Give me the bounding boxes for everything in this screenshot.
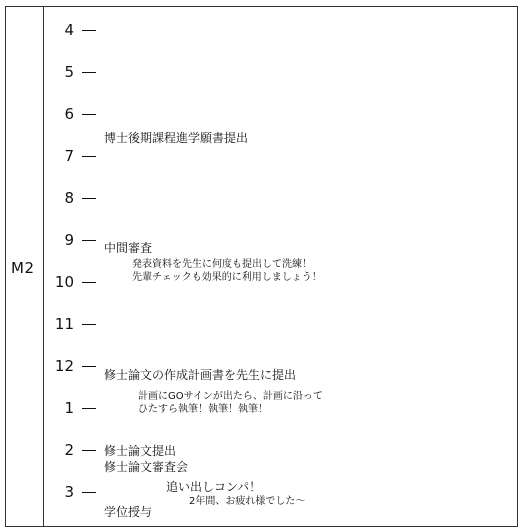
event-thesis-review: 修士論文審査会 <box>104 460 189 474</box>
month-tick <box>82 198 96 199</box>
month-marker-5 <box>60 63 96 81</box>
month-tick <box>82 282 96 283</box>
month-label: 10 <box>54 273 74 291</box>
month-label: 7 <box>64 147 74 165</box>
event-note-farewell: 2年間、お疲れ様でした～ <box>189 496 306 507</box>
month-tick <box>82 240 96 241</box>
event-thesis-submission: 修士論文提出 <box>104 444 177 458</box>
month-label: 8 <box>64 189 74 207</box>
month-tick <box>82 30 96 31</box>
event-note-interim-2: 先輩チェックも効果的に利用しましょう！ <box>132 272 322 283</box>
event-phd-application: 博士後期課程進学願書提出 <box>104 131 249 145</box>
month-marker-6 <box>60 105 96 123</box>
event-interim-review: 中間審査 <box>104 241 153 255</box>
month-tick <box>82 408 96 409</box>
month-marker-1 <box>60 399 96 417</box>
month-tick <box>82 156 96 157</box>
month-label: 6 <box>64 105 74 123</box>
month-label: 12 <box>54 357 74 375</box>
year-label: M2 <box>11 259 35 277</box>
month-marker-7 <box>60 147 96 165</box>
month-marker-2 <box>60 441 96 459</box>
event-note-interim-1: 発表資料を先生に何度も提出して洗練！ <box>132 259 312 270</box>
event-plan-submission: 修士論文の作成計画書を先生に提出 <box>104 368 297 382</box>
month-marker-3 <box>60 483 96 501</box>
month-tick <box>82 450 96 451</box>
month-label: 9 <box>64 231 74 249</box>
month-label: 3 <box>64 483 74 501</box>
month-tick <box>82 366 96 367</box>
month-marker-10 <box>50 273 96 291</box>
month-marker-8 <box>60 189 96 207</box>
month-marker-9 <box>60 231 96 249</box>
month-tick <box>82 324 96 325</box>
month-marker-11 <box>50 315 96 333</box>
event-farewell-party: 追い出しコンパ！ <box>166 480 262 494</box>
month-label: 11 <box>54 315 74 333</box>
month-label: 5 <box>64 63 74 81</box>
month-tick <box>82 72 96 73</box>
month-label: 2 <box>64 441 74 459</box>
month-tick <box>82 492 96 493</box>
event-note-writing-1: 計画にGOサインが出たら、計画に沿って <box>138 391 323 402</box>
month-label: 1 <box>64 399 74 417</box>
event-degree-conferral: 学位授与 <box>104 505 153 519</box>
event-note-writing-2: ひたすら執筆！執筆！執筆！ <box>138 404 268 415</box>
month-marker-4 <box>60 21 96 39</box>
month-marker-12 <box>50 357 96 375</box>
column-divider <box>43 6 44 527</box>
month-label: 4 <box>64 21 74 39</box>
month-tick <box>82 114 96 115</box>
